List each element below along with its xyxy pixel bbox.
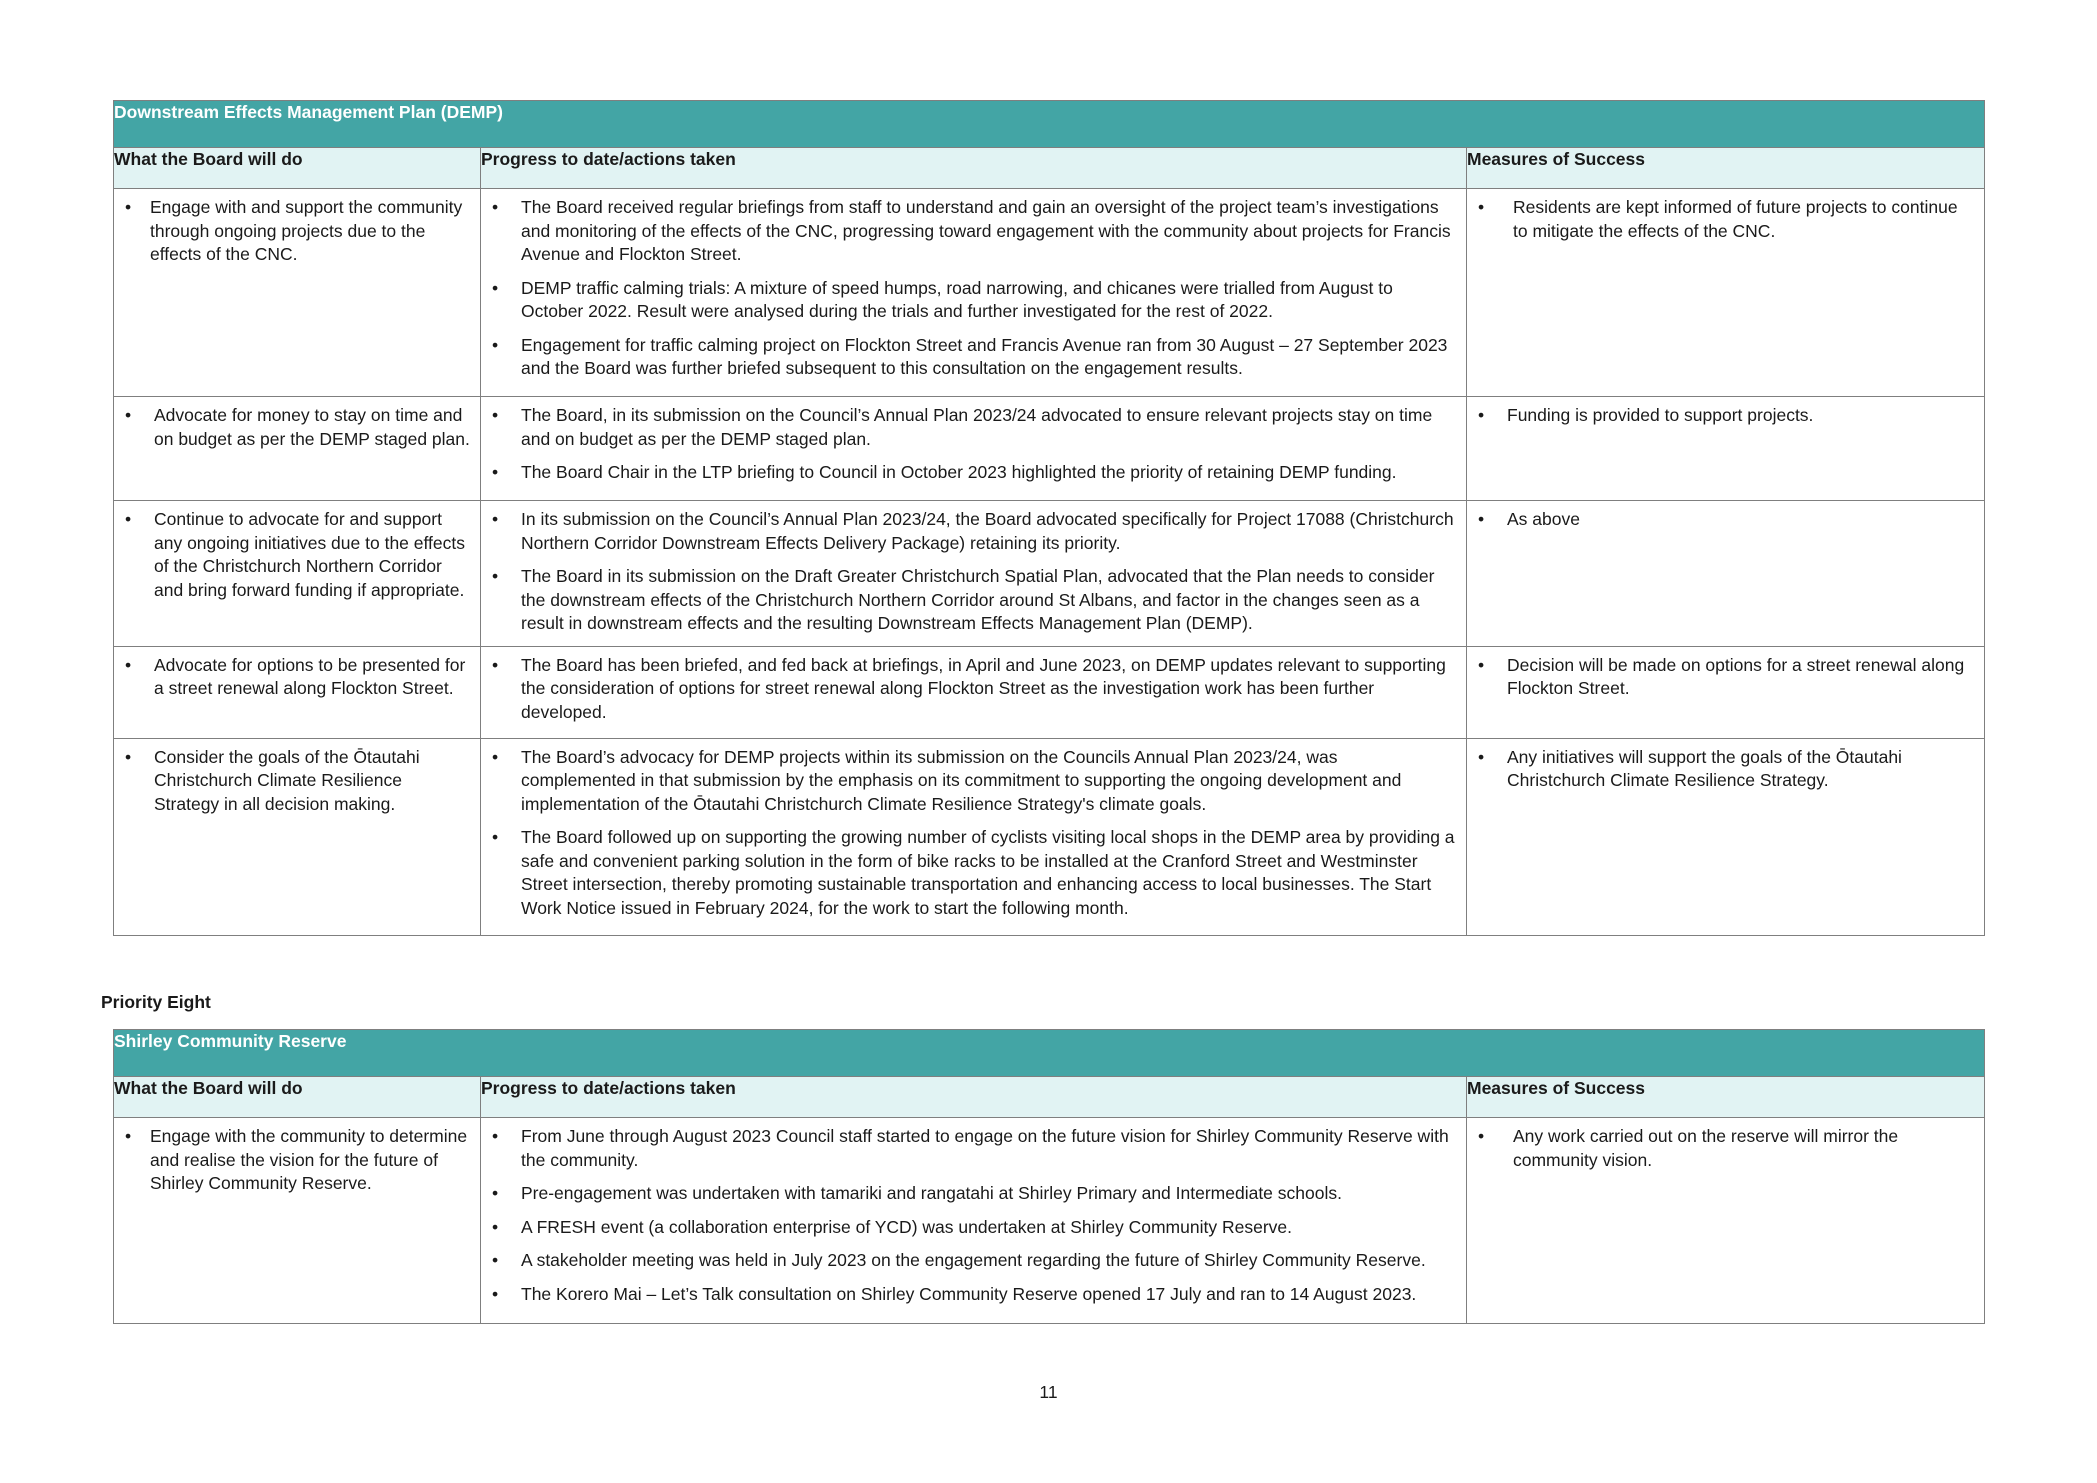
list-item: • Engagement for traffic calming project on Flockton Street and Francis Avenue ran from 30 August – 27 September 2023 and the Board was further briefed subsequent to this consultation on the engagement results. (492, 334, 1448, 378)
what-cell (114, 646, 481, 738)
progress-cell (481, 646, 1467, 738)
list-item: • Continue to advocate for and support any ongoing initiatives due to the effects of the Christchurch Northern Corridor and bring forward funding if appropriate. (125, 509, 466, 600)
table-row (114, 738, 1985, 935)
table-title: Shirley Community Reserve (114, 1030, 1985, 1077)
list-item: • As above (1478, 509, 1580, 529)
table-title: Downstream Effects Management Plan (DEMP) (114, 101, 1985, 148)
list-item: • Advocate for options to be presented for a street renewal along Flockton Street. (125, 654, 466, 698)
progress-cell (481, 397, 1467, 501)
column-header-progress: Progress to date/actions taken (481, 148, 1467, 189)
column-header-measures: Measures of Success (1467, 148, 1985, 189)
table-row (114, 1118, 1985, 1324)
column-header-what: What the Board will do (114, 1077, 481, 1118)
what-cell (114, 189, 481, 397)
what-cell (114, 738, 481, 935)
column-header-what: What the Board will do (114, 148, 481, 189)
table-row (114, 646, 1985, 738)
shirley-reserve-table (113, 1029, 1985, 1324)
measures-cell (1467, 1118, 1985, 1324)
column-header-measures: Measures of Success (1467, 1077, 1985, 1118)
list-item: • Any work carried out on the reserve will mirror the community vision. (1478, 1126, 1899, 1170)
list-item: • Consider the goals of the Ōtautahi Christchurch Climate Resilience Strategy in all decision making. (125, 746, 420, 814)
list-item: • The Board in its submission on the Draft Greater Christchurch Spatial Plan, advocated that the Plan needs to consider the downstream effects of the Christchurch Northern Corridor around St Albans, and factor in the changes seen as a result in downstream effects and the resulting Downstream Effects Management Plan (DEMP). (492, 566, 1435, 633)
demp-table (113, 100, 1985, 936)
what-cell (114, 501, 481, 647)
measures-cell (1467, 397, 1985, 501)
list-item: • The Board’s advocacy for DEMP projects within its submission on the Councils Annual Plan 2023/24, was complemented in that submission by the emphasis on its commitment to supporting the ongoing development and implementation of the Ōtautahi Christchurch Climate Resilience Strategy's climate goals. (492, 746, 1402, 814)
table-row (114, 397, 1985, 501)
measures-cell (1467, 501, 1985, 647)
list-item: • Engage with and support the community through ongoing projects due to the effects of the CNC. (125, 197, 463, 264)
measures-cell (1467, 738, 1985, 935)
list-item: • The Board, in its submission on the Council’s Annual Plan 2023/24 advocated to ensure relevant projects stay on time and on budget as per the DEMP staged plan. (492, 405, 1433, 449)
list-item: • From June through August 2023 Council staff started to engage on the future vision for Shirley Community Reserve with the community. (492, 1126, 1449, 1170)
list-item: • Residents are kept informed of future projects to continue to mitigate the effects of the CNC. (1478, 197, 1958, 241)
progress-cell (481, 501, 1467, 647)
progress-cell (481, 1118, 1467, 1324)
list-item: • The Board followed up on supporting the growing number of cyclists visiting local shops in the DEMP area by providing a safe and convenient parking solution in the form of bike racks to be installed at the Cranford Street and Westminster Street intersection, thereby promoting sustainable transportation and enhancing access to local businesses. The Start Work Notice issued in February 2024, for the work to start the following month. (492, 827, 1455, 918)
what-cell (114, 397, 481, 501)
list-item: • The Board Chair in the LTP briefing to Council in October 2023 highlighted the priority of retaining DEMP funding. (492, 462, 1397, 482)
list-item: • Any initiatives will support the goals of the Ōtautahi Christchurch Climate Resilience Strategy. (1478, 746, 1902, 790)
list-item: • The Board has been briefed, and fed back at briefings, in April and June 2023, on DEMP updates relevant to supporting the consideration of options for street renewal along Flockton Street as the investigation work has been further developed. (492, 654, 1446, 722)
list-item: • A stakeholder meeting was held in July 2023 on the engagement regarding the future of Shirley Community Reserve. (492, 1250, 1426, 1270)
what-cell (114, 1118, 481, 1324)
list-item: • In its submission on the Council’s Annual Plan 2023/24, the Board advocated specifically for Project 17088 (Christchurch Northern Corridor Downstream Effects Delivery Package) retaining its priority. (492, 509, 1454, 553)
priority-heading: Priority Eight (101, 992, 211, 1012)
column-header-progress: Progress to date/actions taken (481, 1077, 1467, 1118)
progress-cell (481, 738, 1467, 935)
measures-cell (1467, 646, 1985, 738)
measures-cell (1467, 189, 1985, 397)
list-item: • Advocate for money to stay on time and on budget as per the DEMP staged plan. (125, 405, 470, 449)
list-item: • The Board received regular briefings from staff to understand and gain an oversight of the project team’s investigations and monitoring of the effects of the CNC, progressing toward engagement with the community about projects for Francis Avenue and Flockton Street. (492, 197, 1451, 264)
list-item: • Pre-engagement was undertaken with tamariki and rangatahi at Shirley Primary and Intermediate schools. (492, 1183, 1342, 1203)
list-item: • The Korero Mai – Let’s Talk consultation on Shirley Community Reserve opened 17 July and ran to 14 August 2023. (492, 1283, 1417, 1304)
page-number: 11 (1039, 1382, 1058, 1402)
list-item: • DEMP traffic calming trials: A mixture of speed humps, road narrowing, and chicanes were trialled from August to October 2022. Result were analysed during the trials and further investigated for the rest of 2022. (492, 277, 1393, 321)
table-row (114, 189, 1985, 397)
list-item: • A FRESH event (a collaboration enterprise of YCD) was undertaken at Shirley Community Reserve. (492, 1216, 1292, 1237)
progress-cell (481, 189, 1467, 397)
table-row (114, 501, 1985, 647)
list-item: • Funding is provided to support projects. (1478, 405, 1814, 425)
list-item: • Decision will be made on options for a street renewal along Flockton Street. (1478, 654, 1965, 698)
list-item: • Engage with the community to determine and realise the vision for the future of Shirley Community Reserve. (125, 1126, 468, 1193)
